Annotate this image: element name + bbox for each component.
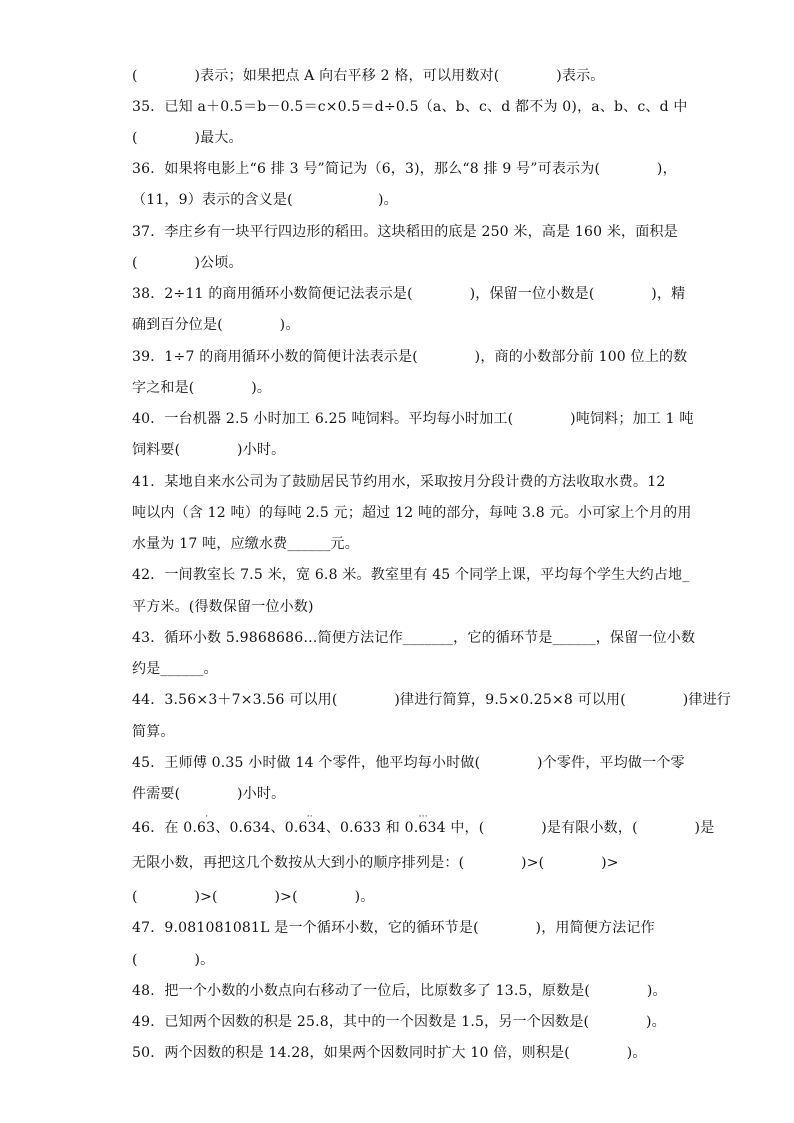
text-line-27: ( )>( )>( )。 [132,889,375,905]
text-line-24: 件需要( )小时。 [132,786,286,802]
repeat-dot: · [205,812,209,822]
text-line-16: 水量为 17 吨，应缴水费______元。 [132,536,359,552]
question-42: 42．一间教室长 7.5 米，宽 6.8 米。教室里有 45 个同学上课，平均每个学生大约占地_ [132,567,690,583]
question-43: 43．循环小数 5.9868686…简便方法记作_______，它的循环节是______，保留一位小数 [132,630,696,646]
question-47: 47．9.081081081L 是一个循环小数，它的循环节是( )，用简便方法记作 [132,920,655,936]
repeating-decimal-2: 0.634 ·· [284,812,326,836]
text-line-15: 吨以内（含 12 吨）的每吨 2.5 元；超过 12 吨的部分，每吨 3.8 元。小可家上个月的用 [132,505,692,521]
q46-suffix: 中，( )是有限小数，( )是 [445,820,715,836]
question-48: 48．把一个小数的小数点向右移动了一位后，比原数多了 13.5，原数是( )。 [132,983,667,999]
text-line-3: ( )最大。 [132,130,243,146]
question-41: 41．某地自来水公司为了鼓励居民节约用水，采取按月分段计费的方法收取水费。12 [132,474,666,490]
question-39: 39．1÷7 的商用循环小数的简便计法表示是( )，商的小数部分前 100 位上的数 [132,349,688,365]
question-44: 44．3.56×3＋7×3.56 可以用( )律进行简算，9.5×0.25×8 可以用( )律进行 [132,692,731,708]
q46-sep1: 、0.634、 [215,820,285,836]
question-40: 40．一台机器 2.5 小时加工 6.25 吨饲料。平均每小时加工( )吨饲料；加工 1 吨 [132,411,694,427]
question-37: 37．李庄乡有一块平行四边形的稻田。这块稻田的底是 250 米，高是 160 米，面积是 [132,224,678,240]
question-45: 45．王师傅 0.35 小时做 14 个零件，他平均每小时做( )个零件，平均做一个零 [132,755,685,771]
text-line-20: 约是______。 [132,661,218,677]
question-50: 50．两个因数的积是 14.28，如果两个因数同时扩大 10 倍，则积是( )。 [132,1045,647,1061]
text-line-13: 饲料要( )小时。 [132,442,286,458]
text-line-26: 无限小数，再把这几个数按从大到小的顺序排列是：( )>( )> [132,855,619,871]
text-line-1: ( )表示；如果把点 A 向右平移 2 格，可以用数对( )表示。 [132,68,605,84]
text-line-29: ( )。 [132,952,215,968]
repeat-dot: ··· [418,812,428,822]
repeating-decimal-3: 0.634 ··· [404,812,446,836]
text-line-22: 简算。 [132,724,175,740]
text-line-9: 确到百分位是( )。 [132,317,300,333]
repeating-decimal-1: 0.63 · [183,812,216,836]
question-49: 49．已知两个因数的积是 25.8，其中的一个因数是 1.5，另一个因数是( )。 [132,1014,666,1030]
question-46 [132,812,715,838]
question-38: 38．2÷11 的商用循环小数简便记法表示是( )，保留一位小数是( )，精 [132,286,686,302]
question-36: 36．如果将电影上“6 排 3 号”简记为（6，3)，那么“8 排 9 号”可表示为( )， [132,161,677,177]
text-line-5: （11，9）表示的含义是( )。 [132,192,398,208]
text-line-11: 字之和是( )。 [132,380,272,396]
repeat-dot: ·· [306,812,313,822]
text-line-18: 平方米。(得数保留一位小数) [132,599,314,615]
text-line-7: ( )公顷。 [132,255,243,271]
q46-sep2: 、0.633 和 [325,820,405,836]
q46-prefix: 46．在 [132,820,184,836]
question-35: 35．已知 a＋0.5＝b－0.5＝c×0.5＝d÷0.5（a、b、c、d 都不为 0)，a、b、c、d 中 [132,99,688,115]
